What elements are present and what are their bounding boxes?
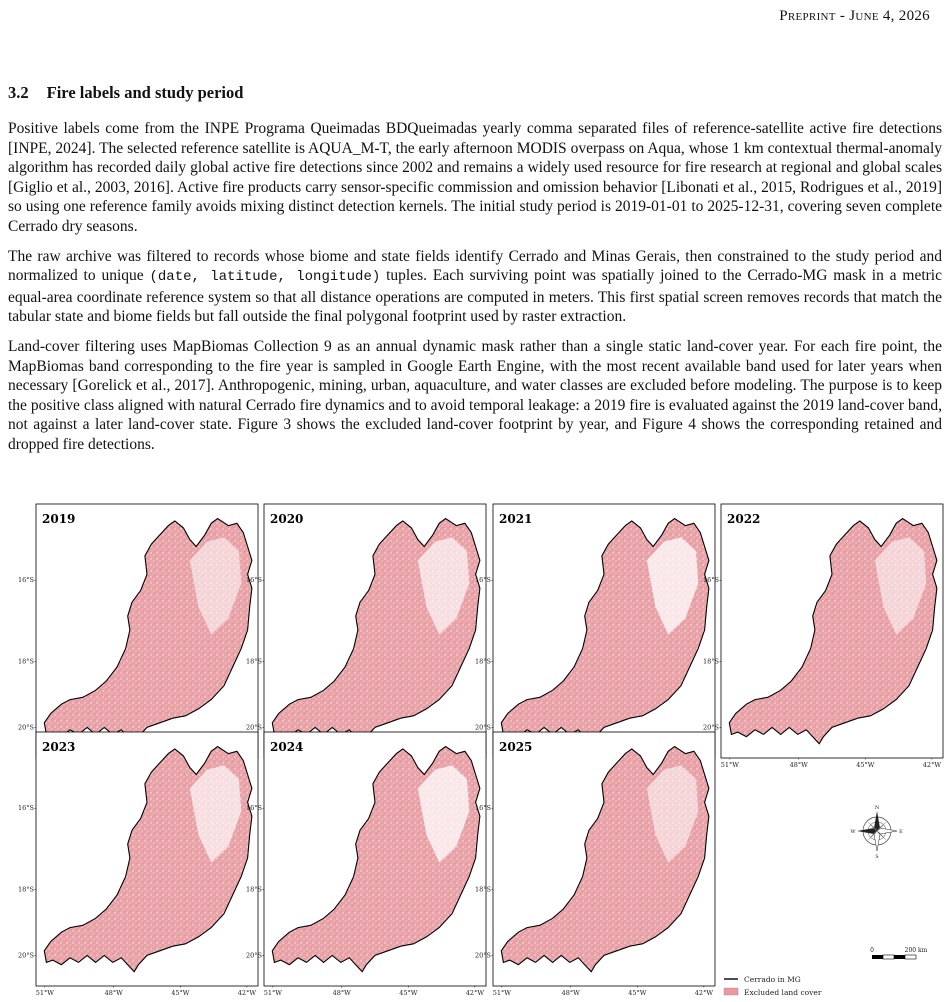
header-text: Preprint - June 4, 2026 <box>779 8 930 24</box>
paragraph-3: Land-cover filtering uses MapBiomas Collection 9 as an annual dynamic mask rather than a single static land-cover year. For each fire point, the MapBiomas band corresponding to the fire year is sampled in Google Earth Engine, with the most recent available band used for later years when necessary [Gorelick et al., 2017]. Anthropogenic, mining, urban, aquaculture, and water classes are excluded before modeling. The purpose is to keep the positive class aligned with natural Cerrado fire dynamics and to avoid temporal leakage: a 2019 fire is evaluated against the 2019 land-cover band, not against a later land-cover state. Figure 3 shows the excluded land-cover footprint by year, and Figure 4 shows the corresponding retained and dropped fire detections. <box>8 337 942 453</box>
map-panel-2020 <box>246 504 486 769</box>
x-tick-label: 42°W <box>465 989 485 997</box>
map-panel-2022 <box>703 504 943 769</box>
panel-year-label: 2023 <box>42 740 76 754</box>
scale-start: 0 <box>870 947 874 954</box>
paragraph-1: Positive labels come from the INPE Programa Queimadas BDQueimadas yearly comma separated files of reference-satellite active fire detections [INPE, 2024]. The selected reference satellite is AQUA_M-T, the early afternoon MODIS overpass on Aqua, whose 1 km contextual thermal-anomaly algorithm has recorded daily global active fire detections since 2002 and remains a widely used resource for fire research at regional and global scales [Giglio et al., 2003, 2016]. Active fire products carry sensor-specific commission and omission behavior [Libonati et al., 2015, Rodrigues et al., 2019] so using one reference family avoids mixing distinct detection kernels. The initial study period is 2019-01-01 to 2025-12-31, covering seven complete Cerrado dry seasons. <box>8 120 942 235</box>
y-tick-label: 20°S <box>246 951 262 960</box>
x-tick-label: 48°W <box>561 989 580 997</box>
compass-rose-icon <box>850 805 903 860</box>
panel-year-label: 2025 <box>499 740 533 754</box>
legend-label-excluded: Excluded land cover <box>744 988 822 997</box>
y-tick-label: 18°S <box>475 657 491 666</box>
paragraph-2-part-a: The raw archive was filtered to records whose biome and state fields identify Cerrado and Minas Gerais, then constrained to the study period and normalized to unique <box>8 247 942 285</box>
section-number: 3.2 <box>8 83 29 102</box>
y-tick-label: 18°S <box>18 885 34 894</box>
panel-year-label: 2020 <box>270 512 304 526</box>
code-tuple: (date, latitude, longitude) <box>149 269 381 286</box>
y-tick-label: 20°S <box>18 951 34 960</box>
map-panel-2023 <box>18 732 258 997</box>
x-tick-label: 42°W <box>237 989 257 997</box>
compass-w: W <box>850 829 856 835</box>
y-tick-label: 18°S <box>475 885 491 894</box>
y-tick-label: 20°S <box>475 723 491 732</box>
y-tick-label: 16°S <box>703 576 719 585</box>
y-tick-label: 16°S <box>18 576 34 585</box>
panel-year-label: 2024 <box>270 740 304 754</box>
legend-label-cerrado: Cerrado in MG <box>744 975 801 984</box>
map-panel-2021 <box>475 504 715 769</box>
panel-year-label: 2022 <box>727 512 761 526</box>
paragraph-2-part-b: tuples. Each surviving point was spatially joined to the Cerrado-MG mask in a metric equal-area coordinate reference system so that all distance operations are computed in meters. This first spatial screen removes records that match the tabular state and biome fields but fall outside the final polygonal footprint used by raster extraction. <box>8 267 942 326</box>
y-tick-label: 18°S <box>246 657 262 666</box>
x-tick-label: 45°W <box>171 989 190 997</box>
map-panel-2025 <box>475 732 715 997</box>
x-tick-label: 42°W <box>922 761 942 769</box>
panel-year-label: 2019 <box>42 512 76 526</box>
y-tick-label: 20°S <box>703 723 719 732</box>
x-tick-label: 45°W <box>399 989 418 997</box>
x-tick-label: 42°W <box>694 989 714 997</box>
x-tick-label: 45°W <box>628 989 647 997</box>
panel-year-label: 2021 <box>499 512 533 526</box>
x-tick-label: 48°W <box>332 989 351 997</box>
legend-swatch-excluded <box>724 988 738 995</box>
map-panel-2024 <box>246 732 486 997</box>
scale-bar <box>870 947 928 959</box>
map-panels <box>18 504 943 997</box>
compass-s: S <box>875 854 879 860</box>
y-tick-label: 16°S <box>475 804 491 813</box>
x-tick-label: 51°W <box>720 761 739 769</box>
y-tick-label: 16°S <box>475 576 491 585</box>
y-tick-label: 18°S <box>246 885 262 894</box>
y-tick-label: 18°S <box>18 657 34 666</box>
y-tick-label: 16°S <box>246 576 262 585</box>
y-tick-label: 16°S <box>246 804 262 813</box>
x-tick-label: 48°W <box>104 989 123 997</box>
y-tick-label: 16°S <box>18 804 34 813</box>
section-title: Fire labels and study period <box>46 83 244 102</box>
x-tick-label: 45°W <box>856 761 875 769</box>
map-panel-2019 <box>18 504 258 769</box>
x-tick-label: 51°W <box>492 989 511 997</box>
legend <box>724 975 822 997</box>
y-tick-label: 20°S <box>475 951 491 960</box>
scale-end: 200 km <box>904 947 928 954</box>
y-tick-label: 20°S <box>18 723 34 732</box>
compass-n: N <box>874 805 880 811</box>
y-tick-label: 18°S <box>703 657 719 666</box>
x-tick-label: 51°W <box>263 989 282 997</box>
x-tick-label: 51°W <box>35 989 54 997</box>
x-tick-label: 48°W <box>789 761 808 769</box>
y-tick-label: 20°S <box>246 723 262 732</box>
compass-e: E <box>899 829 903 835</box>
